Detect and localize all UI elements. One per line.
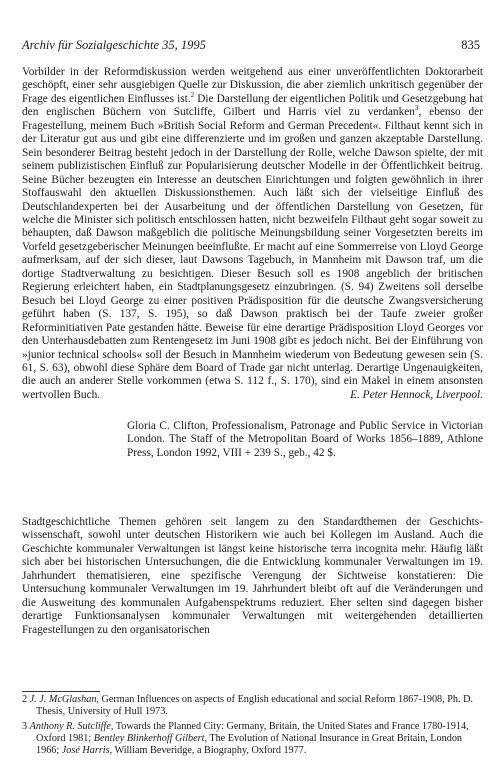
reviewer-signature: E. Peter Hennock, Liverpool.: [350, 388, 483, 401]
footnote-text: , William Beveridge, a Biography, Oxford 1977.: [109, 745, 307, 757]
page-header: [22, 38, 482, 54]
footnotes: [22, 694, 483, 759]
footnote-number: 3: [22, 720, 28, 732]
paragraph-text: , ebenso der Fragestellung, meinem Buch »British Social Reform and German Precedent«. Filthaut kennt sich in der Literatur gut aus und gibt eine differenzierte und im großen und ganzen akzeptable Darstellung. Sein besonderer Beitrag besteht jedoch in der Darstellung der Rolle, welche Dawson spielte, der mit seinem publizistischen Einfluß zur Popularisierung deutscher Modelle in der Öffentlichkeit beitrug. Seine Bücher bezeugten ein Interesse an deutschen Einrichtungen und folgten gewöhnlich in ihrer Stoffauswahl den aktuellen Diskussionsthemen. Auch läßt sich der vielseitige Einfluß des Deutschlandexperten bei der Ausarbeitung und der öffentlichen Darstellung von Gesetzen, für welche die Minister sich politisch entschlossen hatten, nicht bezweifeln Filthaut geht sogar soweit zu behaupten, daß Dawson maßgeblich die politische Meinungsbildung seiner Vorgesetzten bereits im Vorfeld gesetzgeberischer Meinungen beeinflußte. Er macht auf eine Sommerreise von Lloyd George aufmerksam, auf der sich dieser, laut Dawsons Tagebuch, in Mannheim mit Dawson traf, um die dortige Stadtverwaltung zu besichtigen. Dieser Besuch soll es 1908 angeblich der britischen Regierung erleichtert haben, ein Stadtplanungsgesetz einzubringen. (S. 94) Zweitens soll derselbe Besuch bei Lloyd George zu einer positiven Prädisposition für die deutsche Zwangsversicherung geführt haben (S. 137, S. 195), so daß Dawson praktisch bei der Taufe zweier großer Reforminitiativen Pate gestanden hätte. Beweise für eine derartige Prädisposition Lloyd Georges vor den Unterhausdebatten zum Rentengesetz im Juni 1908 gibt es jedoch nicht. Bei der Einführung von »junior technical schools« soll der Besuch in Mannheim wiederum von Bedeutung gewesen sein (S. 61, S. 63), obwohl diese Sphäre dem Board of Trade gar nicht unterlag. Derartige Ungenauigkeiten, die auch an anderer Stelle vorkommen (etwa S. 112 f., S. 170), sind ein Makel in einem ansonsten wertvollen Buch.: [22, 106, 483, 401]
footnote-2: [22, 694, 483, 719]
book-citation: Gloria C. Clifton, Professionalism, Patronage and Public Service in Victorian London. The Staff of the Metropolitan Board of Works 1856–1889, Athlone Press, London 1992, VIII + 239 S., geb., 42 $.: [127, 420, 483, 459]
footnote-ref-2[interactable]: 2: [190, 91, 195, 100]
running-title: Archiv für Sozialgeschichte 35, 1995: [22, 38, 206, 52]
review-body-paragraph: [22, 66, 483, 402]
footnote-author: Anthony R. Sutcliffe: [29, 720, 111, 732]
paragraph-text: Vorbilder in der Reformdiskussion werden weitgehend aus einer unveröffentlichten Doktorarbeit geschöpft, einer sehr ausgiebigen Quelle zur Diskussion, die aber ziemlich unkritisch gegenüber der Frage des eigentlichen Einflusses ist.: [22, 66, 483, 105]
footnote-author: J. J. McGlashan: [29, 694, 97, 705]
paragraph-text: Die Darstellung der eigentlichen Politik und Gesetzgebung hat den englischen Büchern von Sutcliffe, Gilbert und Harris viel zu verdanken: [22, 92, 483, 119]
footnote-text: , The Evolution of National Insurance in Great Britain, London 1966;: [36, 732, 463, 757]
footnote-number: 2: [22, 694, 28, 705]
footnote-text: , Towards the Planned City: Germany, Britain, the United States and France 1780-1914, Oxford 1981;: [36, 720, 469, 744]
review-body-paragraph-2: Stadtgeschichtliche Themen gehören seit langem zu den Standardthemen der Geschichtswissenschaft, sowohl unter deutschen Historikern wie auch bei Kollegen im Ausland. Auch die Geschichte kommunaler Verwaltungen ist längst keine historische terra incognita mehr. Häufig läßt sich aber bei historischen Untersuchungen, die die Entwicklung kommunaler Verwaltungen im 19. Jahrhundert thematisieren, eine spezifische Verengung der Sichtweise konstatieren: Die Untersuchung kommunaler Verwaltungen im 19. Jahrhundert bleibt oft auf die Veränderungen und die Ausweitung des kommunalen Aufgabenspektrums reduziert. Eher selten sind dagegen bisher derartige Funktionsanalysen kommunaler Verwaltungen mit weitergehenden detaillierten Fragestellungen zu den organisatorischen: [22, 516, 483, 636]
footnote-divider: [22, 691, 100, 692]
page-number: 835: [461, 38, 480, 52]
footnote-author: Bentley Blinkerhoff Gilbert: [93, 732, 205, 744]
footnote-ref-3[interactable]: 3: [414, 104, 419, 113]
footnote-author: José Harris: [61, 745, 110, 757]
footnote-text: , German Influences on aspects of English educational and social Reform 1867-1908, Ph. D. Thesis, University of Hull 1973.: [36, 694, 473, 718]
footnote-3: [22, 721, 483, 758]
